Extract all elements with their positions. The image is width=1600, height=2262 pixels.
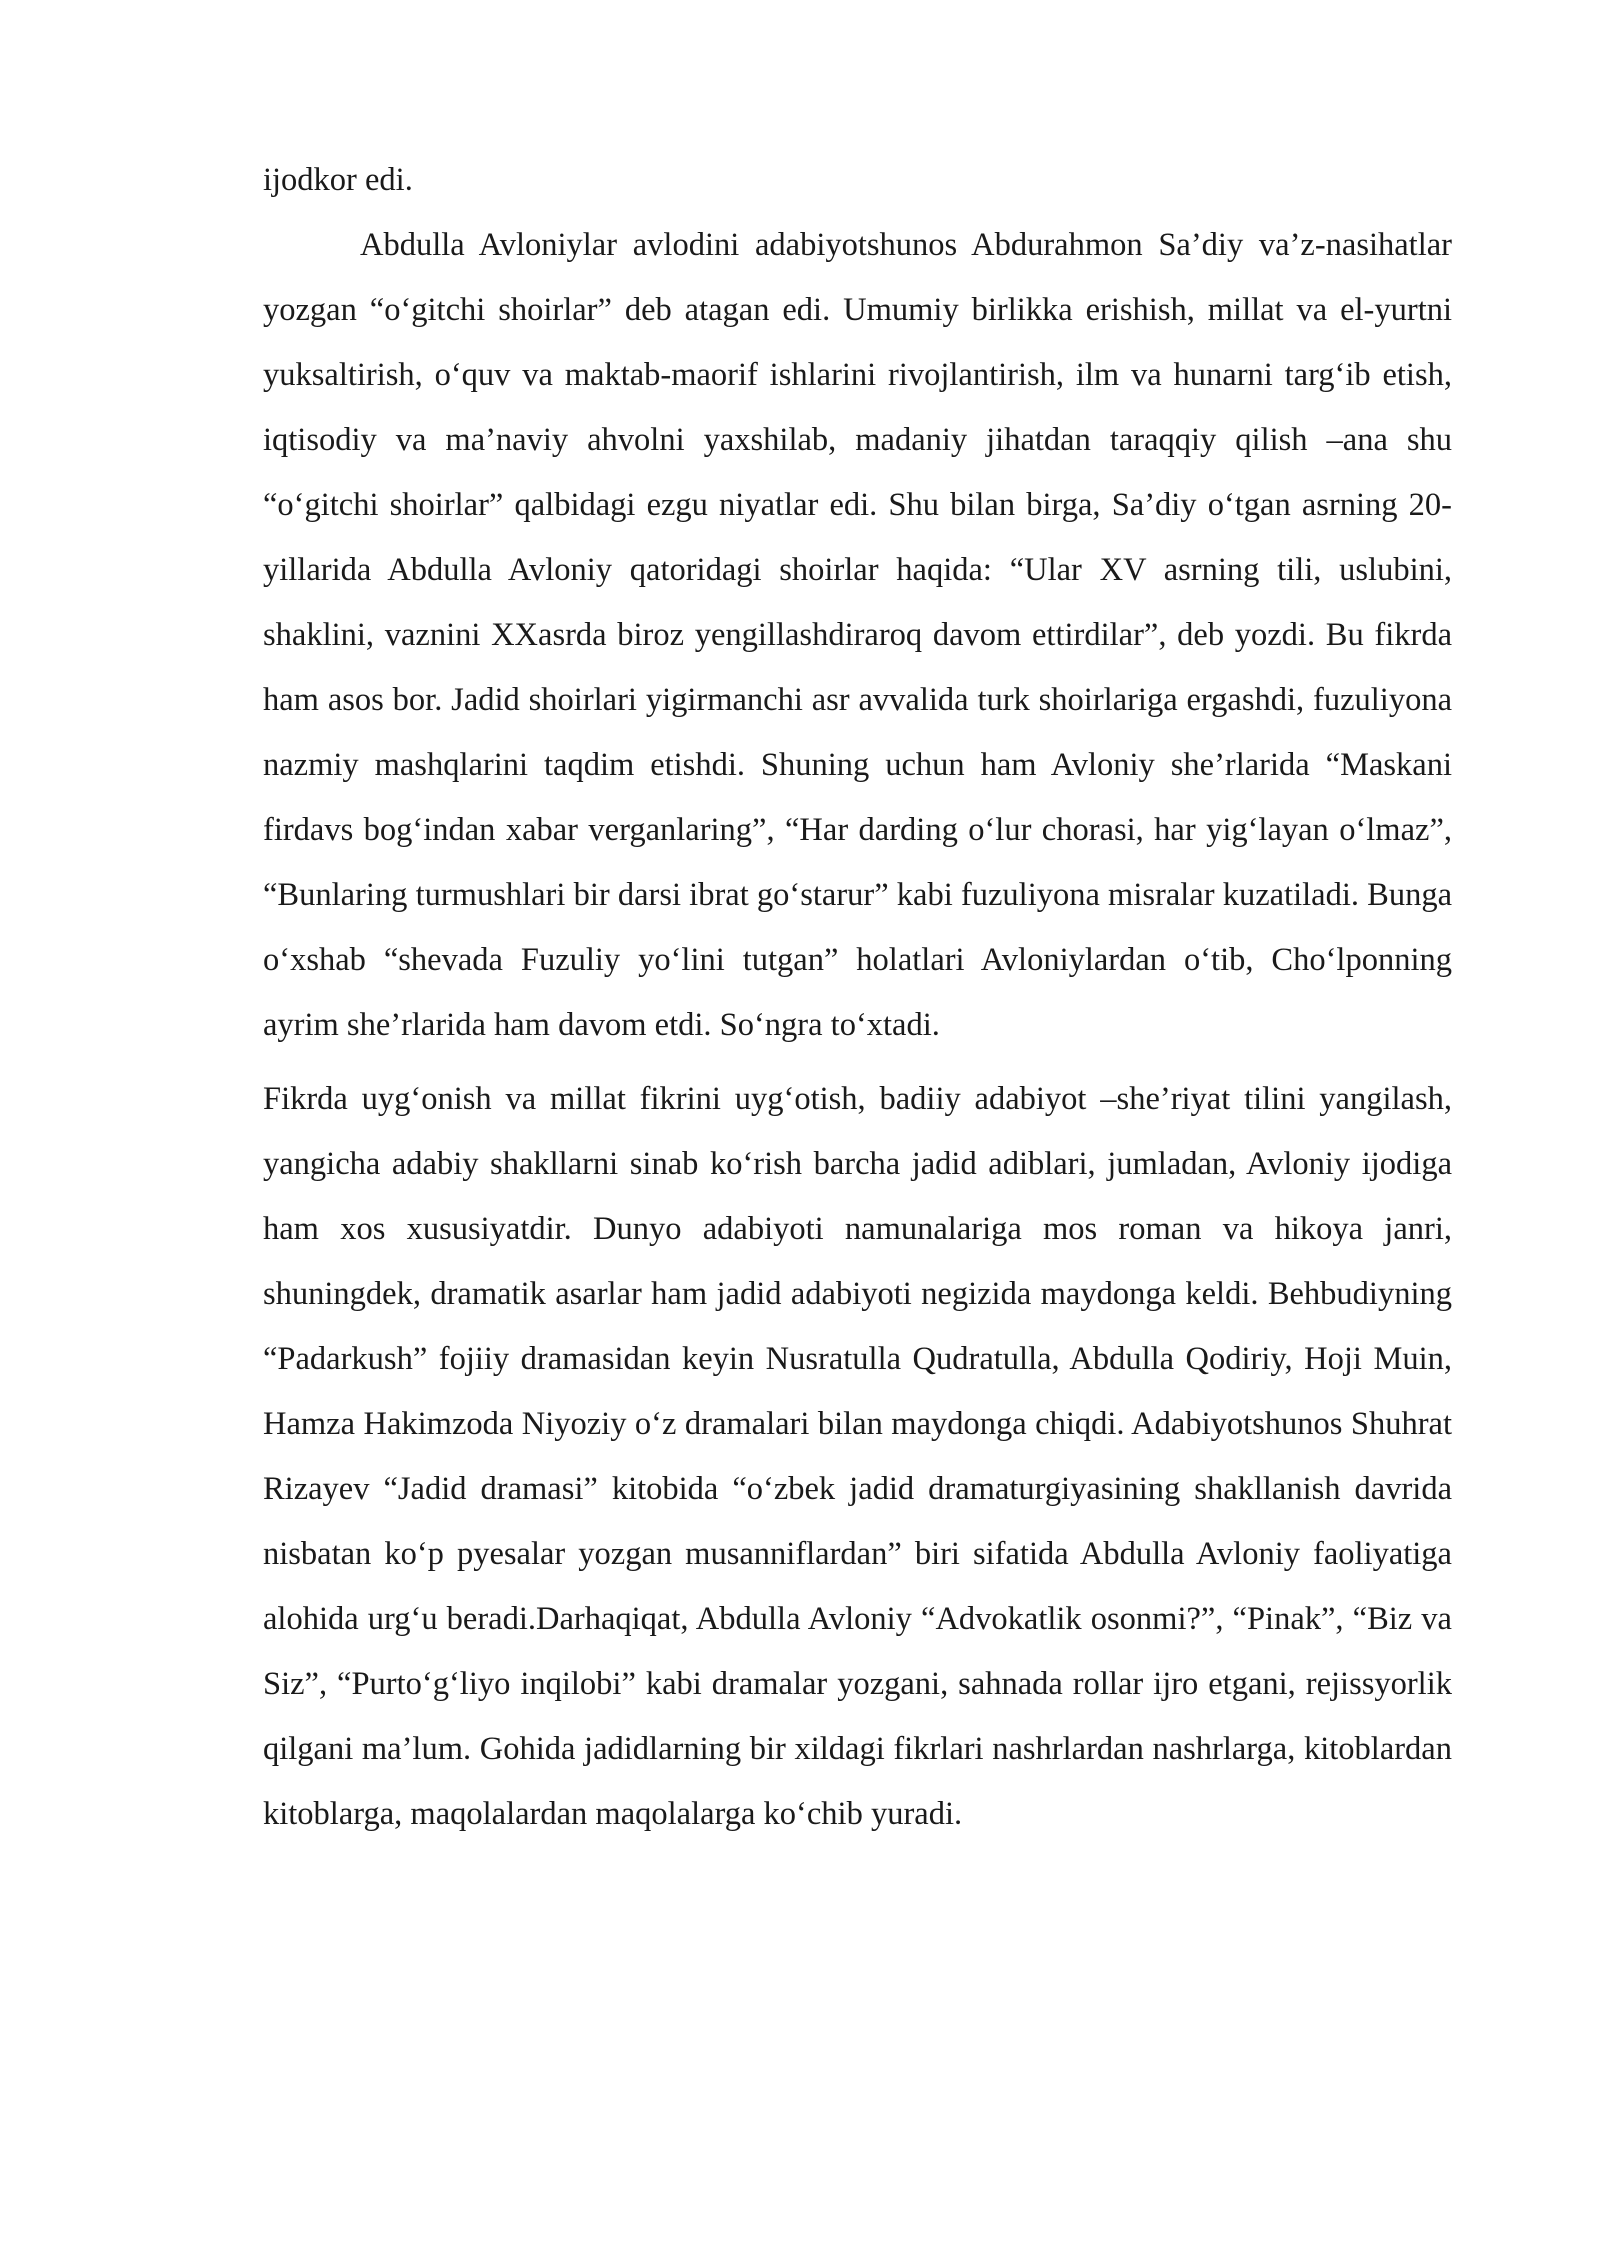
document-body: [263, 148, 1452, 1847]
paragraph-continuation: ijodkor edi.: [263, 162, 413, 198]
paragraph-avloniylar-avlodi: Abdulla Avloniylar avlodini adabiyotshunos Abdurahmon Sa’diy va’z-nasihatlar yozgan “o‘gitchi shoirlar” deb atagan edi. Umumiy birlikka erishish, millat va el-yurtni yuksaltirish, o‘quv va maktab-maorif ishlarini rivojlantirish, ilm va hunarni targ‘ib etish, iqtisodiy va ma’naviy ahvolni yaxshilab, madaniy jihatdan taraqqiy qilish –ana shu “o‘gitchi shoirlar” qalbidagi ezgu niyatlar edi. Shu bilan birga, Sa’diy o‘tgan asrning 20-yillarida Abdulla Avloniy qatoridagi shoirlar haqida: “Ular XV asrning tili, uslubini, shaklini, vaznini XXasrda biroz yengillashdiraroq davom ettirdilar”, deb yozdi. Bu fikrda ham asos bor. Jadid shoirlari yigirmanchi asr avvalida turk shoirlariga ergashdi, fuzuliyona nazmiy mashqlarini taqdim etishdi. Shuning uchun ham Avloniy she’rlarida “Maskani firdavs bog‘indan xabar verganlaring”, “Har darding o‘lur chorasi, har yig‘layan o‘lmaz”, “Bunlaring turmushlari bir darsi ibrat go‘starur” kabi fuzuliyona misralar kuzatiladi. Bunga o‘xshab “shevada Fuzuliy yo‘lini tutgan” holatlari Avloniylardan o‘tib, Cho‘lponning ayrim she’rlarida ham davom etdi. So‘ngra to‘xtadi.: [263, 227, 1452, 1043]
paragraph-fikrda-uygonish: Fikrda uyg‘onish va millat fikrini uyg‘otish, badiiy adabiyot –she’riyat tilini yangilash, yangicha adabiy shakllarni sinab ko‘rish barcha jadid adiblari, jumladan, Avloniy ijodiga ham xos xususiyatdir. Dunyo adabiyoti namunalariga mos roman va hikoya janri, shuningdek, dramatik asarlar ham jadid adabiyoti negizida maydonga keldi. Behbudiyning “Padarkush” fojiiy dramasidan keyin Nusratulla Qudratulla, Abdulla Qodiriy, Hoji Muin, Hamza Hakimzoda Niyoziy o‘z dramalari bilan maydonga chiqdi. Adabiyotshunos Shuhrat Rizayev “Jadid dramasi” kitobida “o‘zbek jadid dramaturgiyasining shakllanish davrida nisbatan ko‘p pyesalar yozgan musanniflardan” biri sifatida Abdulla Avloniy faoliyatiga alohida urg‘u beradi.Darhaqiqat, Abdulla Avloniy “Advokatlik osonmi?”, “Pinak”, “Biz va Siz”, “Purto‘g‘liyo inqilobi” kabi dramalar yozgani, sahnada rollar ijro etgani, rejissyorlik qilgani ma’lum. Gohida jadidlarning bir xildagi fikrlari nashrlardan nashrlarga, kitoblardan kitoblarga, maqolalardan maqolalarga ko‘chib yuradi.: [263, 1081, 1452, 1832]
